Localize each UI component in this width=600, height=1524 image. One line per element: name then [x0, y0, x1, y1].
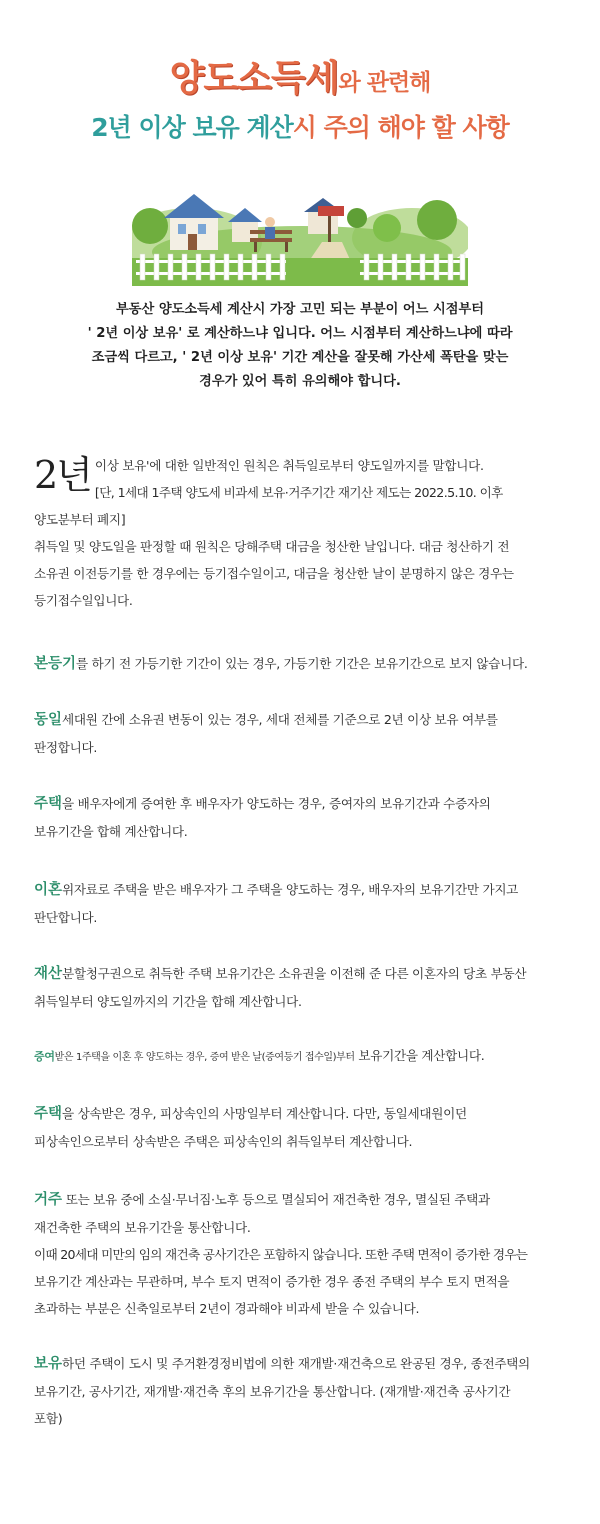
section-text: 소유권 이전등기를 한 경우에는 등기접수일이고, 대금을 청산한 날이 분명하지 않은 경우는 — [34, 566, 514, 581]
subtitle-orange: 시 주의 해야 할 사항 — [292, 113, 509, 142]
intro-paragraph — [20, 298, 580, 394]
section-text: 을 배우자에게 증여한 후 배우자가 양도하는 경우, 증여자의 보유기간과 수증자의 — [62, 796, 491, 811]
section-text: 양도분부터 폐지] — [34, 512, 126, 527]
section-text: 초과하는 부분은 신축일로부터 2년이 경과해야 비과세 받을 수 있습니다. — [34, 1301, 420, 1316]
section-text: 보유기간을 계산합니다. — [354, 1048, 485, 1063]
section-text: 보유기간 계산과는 무관하며, 부수 토지 면적이 증가한 경우 종전 주택의 부수 토지 면적을 — [34, 1274, 510, 1289]
section-text: 세대원 간에 소유권 변동이 있는 경우, 세대 전체를 기준으로 2년 이상 보유 여부를 — [62, 712, 498, 727]
keyword-label: 이혼 — [34, 882, 63, 898]
intro-line: ' 2년 이상 보유' 로 계산하느냐 입니다. 어느 시점부터 계산하느냐에 따라 — [87, 326, 513, 341]
keyword-label: 본등기 — [34, 656, 77, 672]
section-gifted-house — [34, 1042, 567, 1071]
keyword-label: 주택 — [34, 796, 63, 812]
section-text: 를 하기 전 가등기한 기간이 있는 경우, 가등기한 기간은 보유기간으로 보지 않습니다. — [76, 656, 528, 671]
section-reconstruction — [34, 1186, 567, 1322]
keyword-label: 재산 — [34, 966, 63, 982]
section-divorce-alimony — [34, 876, 567, 931]
section-text: 재건축한 주택의 보유기간을 통산합니다. — [34, 1220, 251, 1235]
section-text: 등기접수일입니다. — [34, 593, 133, 608]
subtitle-teal: 2년 이상 보유 계산 — [91, 113, 293, 142]
keyword-label: 주택 — [34, 1106, 63, 1122]
section-text: 분할청구권으로 취득한 주택 보유기간은 소유권을 이전해 준 다른 이혼자의 당초 부동산 — [62, 966, 527, 981]
title-main: 양도소득세 — [169, 58, 339, 99]
page-subtitle — [0, 108, 600, 144]
section-text: 하던 주택이 도시 및 주거환경정비법에 의한 재개발·재건축으로 완공된 경우, 종전주택의 — [62, 1356, 530, 1371]
section-text: 취득일 및 양도일을 판정할 때 원칙은 당해주택 대금을 청산한 날입니다. 대금 청산하기 전 — [34, 539, 510, 554]
intro-line: 부동산 양도소득세 계산시 가장 고민 되는 부분이 어느 시점부터 — [116, 302, 484, 317]
section-redevelopment — [34, 1350, 567, 1432]
keyword-label: 보유 — [34, 1356, 63, 1372]
section-text-small: 받은 1주택을 이혼 후 양도하는 경우, 증여 받은 날(증여등기 접수일)부터 — [54, 1052, 355, 1063]
title-suffix: 와 관련해 — [338, 70, 431, 96]
section-property-division — [34, 960, 567, 1015]
section-text: 판단합니다. — [34, 910, 98, 925]
section-same-household — [34, 706, 567, 761]
section-inheritance — [34, 1100, 567, 1155]
intro-line: 조금씩 다르고, ' 2년 이상 보유' 기간 계산을 잘못해 가산세 폭탄을 맞는 — [91, 350, 509, 365]
section-text: 피상속인으로부터 상속받은 주택은 피상속인의 취득일부터 계산합니다. — [34, 1134, 413, 1149]
section-text: 을 상속받은 경우, 피상속인의 사망일부터 계산합니다. 다만, 동일세대원이던 — [62, 1106, 467, 1121]
dropcap-2years: 2년 — [34, 453, 91, 497]
section-text: 이상 보유'에 대한 일반적인 원칙은 취득일로부터 양도일까지를 말합니다. — [94, 458, 484, 473]
section-gift-to-spouse — [34, 790, 567, 845]
section-text: 위자료로 주택을 받은 배우자가 그 주택을 양도하는 경우, 배우자의 보유기간만 가지고 — [62, 882, 519, 897]
section-text: 이때 20세대 미만의 임의 재건축 공사기간은 포함하지 않습니다. 또한 주택 면적이 증가한 경우는 — [34, 1247, 528, 1262]
section-text: 취득일부터 양도일까지의 기간을 합해 계산합니다. — [34, 994, 302, 1009]
section-text: 보유기간, 공사기간, 재개발·재건축 후의 보유기간을 통산합니다. (재개발·재건축 공사기간 — [34, 1384, 511, 1399]
keyword-label: 증여 — [34, 1050, 55, 1063]
section-holding-period-principle — [34, 452, 567, 614]
section-text: [단, 1세대 1주택 양도세 비과세 보유·거주기간 재기산 제도는 2022.5.10. 이후 — [94, 485, 503, 500]
section-text: 포함) — [34, 1411, 63, 1426]
intro-line: 경우가 있어 특히 유의해야 합니다. — [199, 374, 401, 389]
section-provisional-registration — [34, 650, 567, 678]
keyword-label: 거주 — [34, 1192, 63, 1208]
section-text: 보유기간을 합해 계산합니다. — [34, 824, 188, 839]
section-text: 판정합니다. — [34, 740, 98, 755]
section-text: 또는 보유 중에 소실·무너짐·노후 등으로 멸실되어 재건축한 경우, 멸실된 주택과 — [62, 1192, 490, 1207]
village-landscape-illustration — [132, 180, 468, 286]
page-title — [0, 50, 600, 101]
keyword-label: 동일 — [34, 712, 63, 728]
